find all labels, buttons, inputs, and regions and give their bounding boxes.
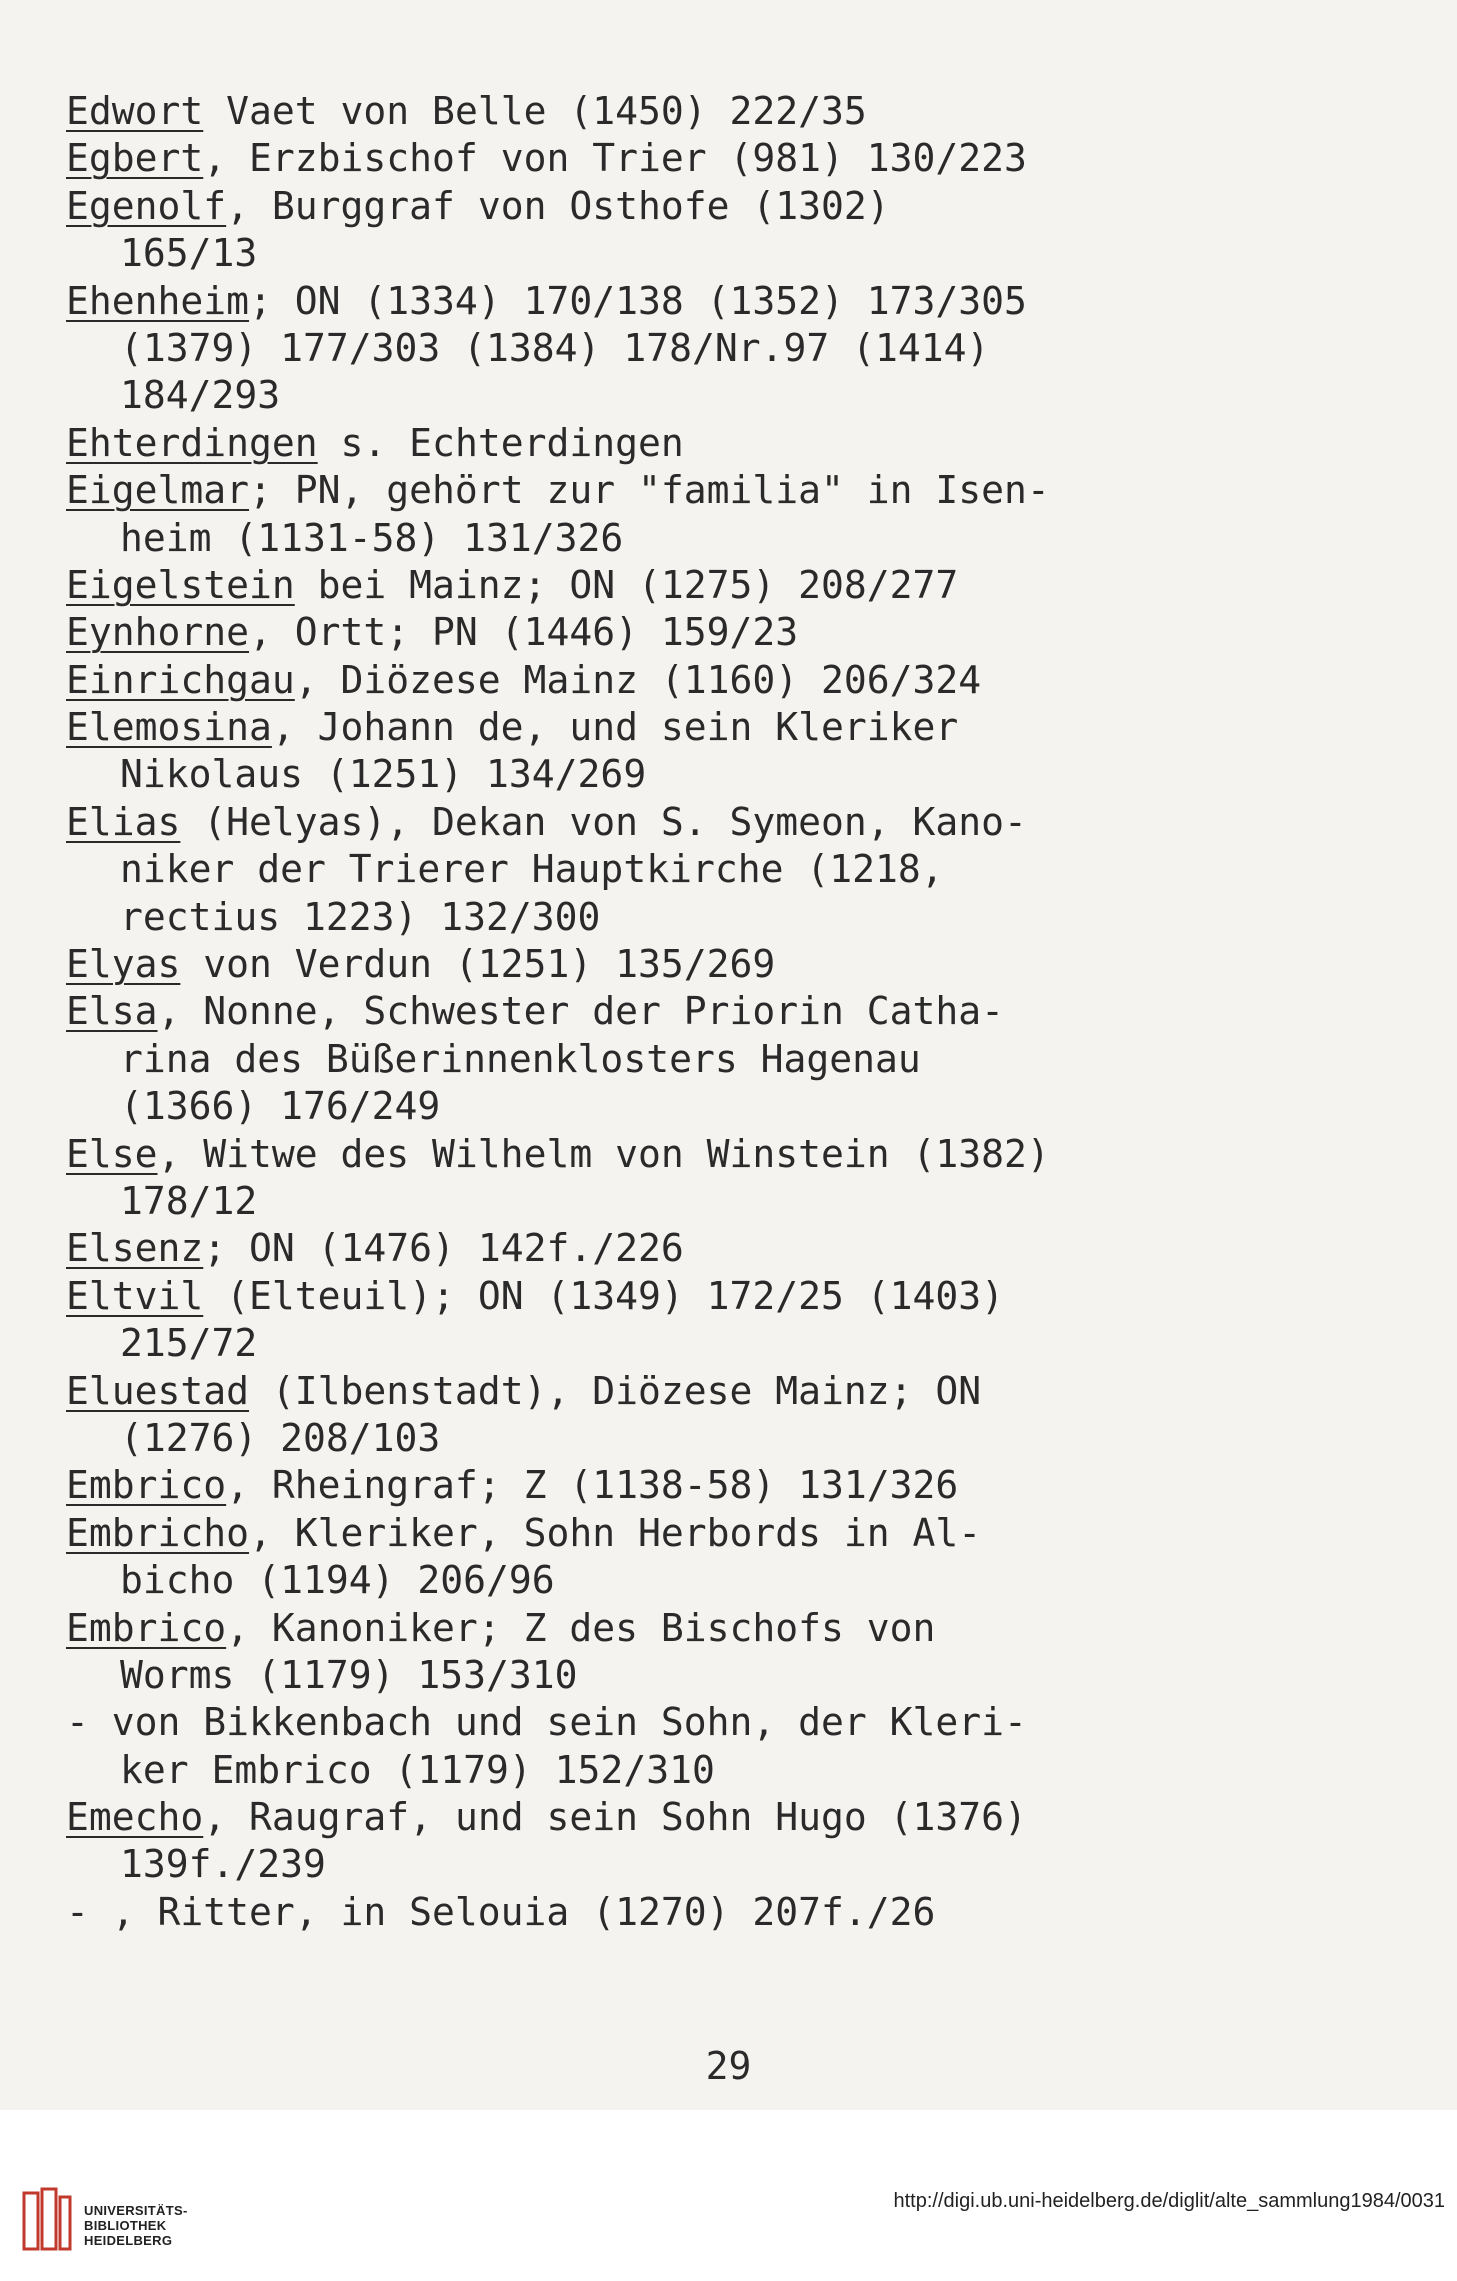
- entry-headword: Eigelmar: [66, 468, 250, 513]
- entry-first-line: [66, 467, 1186, 514]
- entry-text: ; PN, gehört zur "familia" in Isen-: [249, 468, 1050, 513]
- entry-continuation-line: [66, 1178, 1186, 1225]
- register-entry: [66, 135, 1186, 182]
- entry-headword: Einrichgau: [66, 657, 295, 702]
- entry-first-line: [66, 1510, 1186, 1557]
- permalink-url[interactable]: http://digi.ub.uni-heidelberg.de/diglit/alte_sammlung1984/0031: [893, 2190, 1445, 2212]
- entry-text: von Verdun (1251) 135/269: [180, 942, 776, 987]
- entry-first-line: [66, 1889, 1186, 1936]
- register-entry: [66, 988, 1186, 1130]
- entry-text: (Elteuil); ON (1349) 172/25 (1403): [203, 1273, 1005, 1318]
- entry-continuation-line: [66, 846, 1186, 893]
- register-entry: [66, 1368, 1186, 1463]
- register-entry: [66, 183, 1186, 278]
- entry-first-line: [66, 1605, 1186, 1652]
- entry-text: Nikolaus (1251) 134/269: [120, 752, 647, 797]
- entry-first-line: [66, 420, 1186, 467]
- entry-text: 165/13: [120, 231, 258, 276]
- entry-text: , Raugraf, und sein Sohn Hugo (1376): [203, 1795, 1027, 1840]
- entry-text: (Helyas), Dekan von S. Symeon, Kano-: [180, 799, 1027, 844]
- register-entry: [66, 88, 1186, 135]
- entry-first-line: [66, 562, 1186, 609]
- entry-continuation-line: [66, 1036, 1186, 1083]
- entry-continuation-line: [66, 1747, 1186, 1794]
- entry-first-line: [66, 1273, 1186, 1320]
- entry-text: , Ortt; PN (1446) 159/23: [249, 610, 799, 655]
- register-entry: [66, 1225, 1186, 1272]
- library-name-line: HEIDELBERG: [84, 2233, 173, 2248]
- entry-text: rina des Büßerinnenklosters Hagenau: [120, 1036, 921, 1081]
- entry-headword: Eltvil: [66, 1273, 204, 1318]
- entry-continuation-line: [66, 1652, 1186, 1699]
- entry-text: ; ON (1476) 142f./226: [203, 1226, 684, 1271]
- entry-continuation-line: [66, 1557, 1186, 1604]
- entry-first-line: [66, 609, 1186, 656]
- entry-text: 184/293: [120, 373, 281, 418]
- register-entries: [66, 88, 1186, 1936]
- entry-first-line: [66, 799, 1186, 846]
- register-entry: [66, 467, 1186, 562]
- entry-text: , Burggraf von Osthofe (1302): [226, 183, 890, 228]
- entry-continuation-line: [66, 1320, 1186, 1367]
- entry-headword: Egenolf: [66, 183, 227, 228]
- entry-headword: Elias: [66, 799, 181, 844]
- entry-continuation-line: [66, 1415, 1186, 1462]
- entry-continuation-line: [66, 515, 1186, 562]
- register-entry: [66, 1889, 1186, 1936]
- entry-text: ; ON (1334) 170/138 (1352) 173/305: [249, 278, 1027, 323]
- library-name-line: UNIVERSITÄTS-: [84, 2203, 188, 2218]
- entry-first-line: [66, 704, 1186, 751]
- entry-first-line: [66, 1368, 1186, 1415]
- entry-text: - von Bikkenbach und sein Sohn, der Kleri-: [66, 1700, 1027, 1745]
- entry-first-line: [66, 1225, 1186, 1272]
- entry-text: , Rheingraf; Z (1138-58) 131/326: [226, 1463, 959, 1508]
- entry-headword: Egbert: [66, 136, 204, 181]
- entry-headword: Ehenheim: [66, 278, 250, 323]
- entry-text: , Diözese Mainz (1160) 206/324: [294, 657, 982, 702]
- entry-headword: Elsenz: [66, 1226, 204, 1271]
- entry-continuation-line: [66, 1841, 1186, 1888]
- library-name-line: BIBLIOTHEK: [84, 2218, 167, 2233]
- entry-first-line: [66, 88, 1186, 135]
- entry-headword: Emecho: [66, 1795, 204, 1840]
- entry-text: , Nonne, Schwester der Priorin Catha-: [157, 989, 1004, 1034]
- entry-continuation-line: [66, 1083, 1186, 1130]
- entry-text: bei Mainz; ON (1275) 208/277: [294, 562, 959, 607]
- entry-text: Vaet von Belle (1450) 222/35: [203, 89, 867, 133]
- entry-headword: Eigelstein: [66, 562, 295, 607]
- entry-first-line: [66, 135, 1186, 182]
- register-entry: [66, 1510, 1186, 1605]
- entry-first-line: [66, 657, 1186, 704]
- entry-headword: Else: [66, 1131, 158, 1176]
- register-entry: [66, 799, 1186, 941]
- entry-text: 178/12: [120, 1178, 258, 1223]
- entry-text: heim (1131-58) 131/326: [120, 515, 624, 560]
- entry-headword: Elyas: [66, 942, 181, 987]
- register-entry: [66, 704, 1186, 799]
- entry-headword: Edwort: [66, 89, 204, 133]
- entry-first-line: [66, 1462, 1186, 1509]
- entry-text: (1379) 177/303 (1384) 178/Nr.97 (1414): [120, 325, 990, 370]
- entry-text: (1366) 176/249: [120, 1084, 441, 1129]
- page-number: 29: [705, 2044, 752, 2088]
- library-logo[interactable]: [18, 2185, 318, 2265]
- register-entry: [66, 1462, 1186, 1509]
- entry-headword: Elsa: [66, 989, 158, 1034]
- entry-headword: Eluestad: [66, 1368, 250, 1413]
- register-entry: [66, 941, 1186, 988]
- entry-first-line: [66, 1131, 1186, 1178]
- entry-continuation-line: [66, 751, 1186, 798]
- entry-first-line: [66, 278, 1186, 325]
- entry-first-line: [66, 183, 1186, 230]
- entry-first-line: [66, 1794, 1186, 1841]
- entry-text: Worms (1179) 153/310: [120, 1652, 578, 1697]
- entry-continuation-line: [66, 894, 1186, 941]
- library-name: [84, 2203, 188, 2248]
- register-entry: [66, 420, 1186, 467]
- register-entry: [66, 1605, 1186, 1700]
- entry-continuation-line: [66, 230, 1186, 277]
- entry-text: 139f./239: [120, 1842, 326, 1887]
- register-entry: [66, 609, 1186, 656]
- entry-text: rectius 1223) 132/300: [120, 894, 601, 939]
- register-entry: [66, 562, 1186, 609]
- entry-text: , Witwe des Wilhelm von Winstein (1382): [157, 1131, 1050, 1176]
- register-entry: [66, 1794, 1186, 1889]
- entry-text: bicho (1194) 206/96: [120, 1558, 555, 1603]
- register-entry: [66, 1273, 1186, 1368]
- entry-headword: Embricho: [66, 1510, 250, 1555]
- register-entry: [66, 278, 1186, 420]
- entry-text: niker der Trierer Hauptkirche (1218,: [120, 847, 944, 892]
- entry-text: , Erzbischof von Trier (981) 130/223: [203, 136, 1027, 181]
- entry-headword: Embrico: [66, 1463, 227, 1508]
- entry-continuation-line: [66, 325, 1186, 372]
- entry-text: (1276) 208/103: [120, 1415, 441, 1460]
- register-entry: [66, 1131, 1186, 1226]
- entry-text: , Johann de, und sein Kleriker: [271, 705, 959, 750]
- library-logo-icon: [18, 2185, 74, 2255]
- entry-text: - , Ritter, in Selouia (1270) 207f./26: [66, 1889, 936, 1934]
- register-entry: [66, 1699, 1186, 1794]
- entry-first-line: [66, 1699, 1186, 1746]
- entry-headword: Ehterdingen: [66, 420, 318, 465]
- entry-first-line: [66, 988, 1186, 1035]
- entry-headword: Embrico: [66, 1605, 227, 1650]
- register-entry: [66, 657, 1186, 704]
- entry-text: s. Echterdingen: [317, 420, 684, 465]
- entry-text: , Kanoniker; Z des Bischofs von: [226, 1605, 936, 1650]
- entry-continuation-line: [66, 372, 1186, 419]
- entry-headword: Elemosina: [66, 705, 272, 750]
- entry-text: (Ilbenstadt), Diözese Mainz; ON: [249, 1368, 982, 1413]
- entry-headword: Eynhorne: [66, 610, 250, 655]
- entry-text: ker Embrico (1179) 152/310: [120, 1747, 715, 1792]
- entry-text: 215/72: [120, 1321, 258, 1366]
- entry-text: , Kleriker, Sohn Herbords in Al-: [249, 1510, 982, 1555]
- entry-first-line: [66, 941, 1186, 988]
